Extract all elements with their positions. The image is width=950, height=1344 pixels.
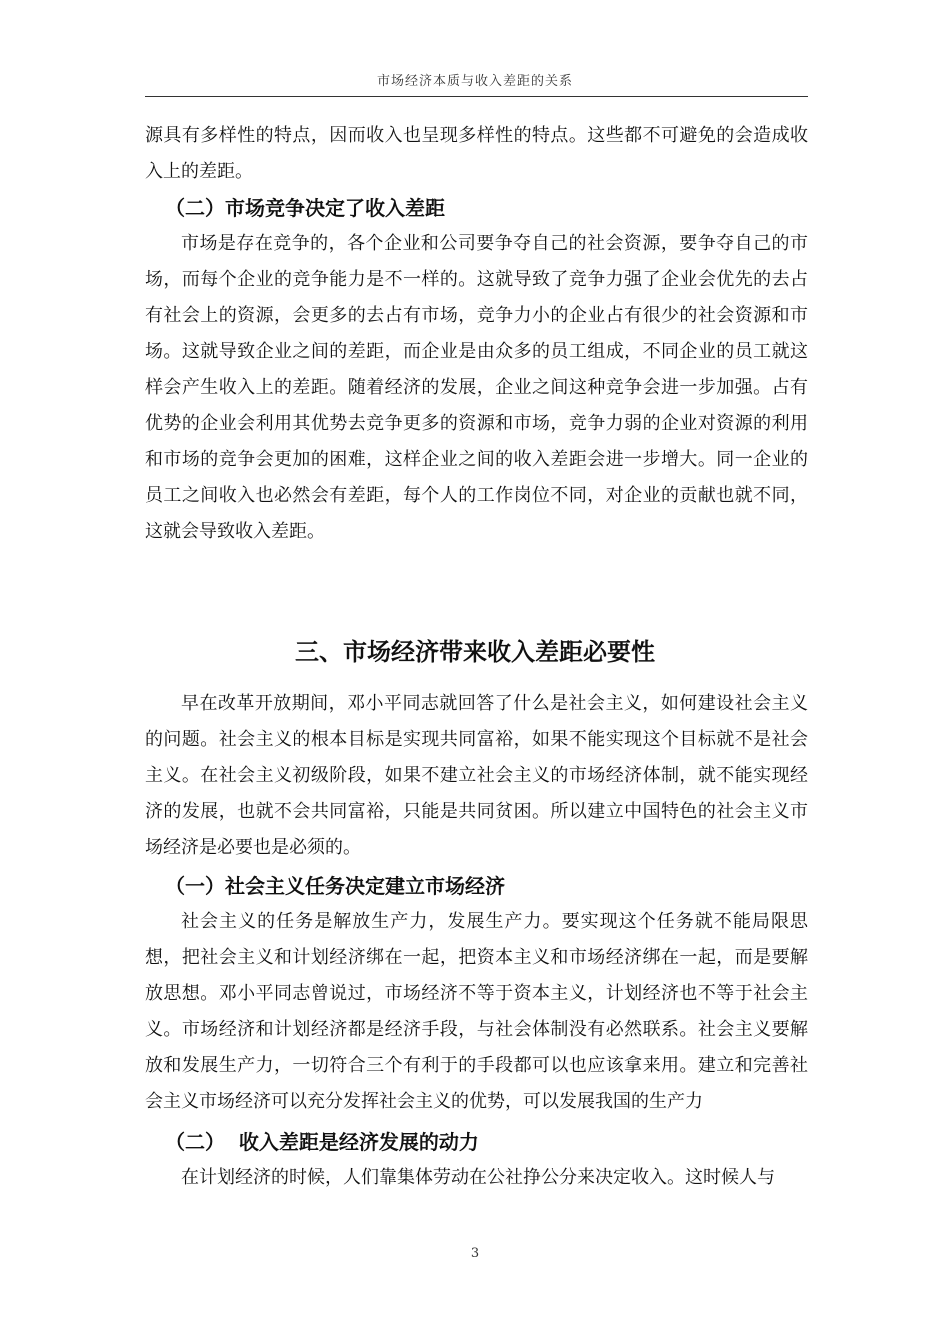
header-divider — [145, 96, 808, 97]
running-header: 市场经济本质与收入差距的关系 — [376, 74, 573, 89]
subheading-market-competition: （二）市场竞争决定了收入差距 — [165, 196, 445, 220]
paragraph-continued: 源具有多样性的特点，因而收入也呈现多样性的特点。这些都不可避免的会造成收入上的差距。 — [145, 125, 808, 182]
paragraph-market-competition: 市场是存在竞争的，各个企业和公司要争夺自己的社会资源，要争夺自己的市场，而每个企业的竞争能力是不一样的。这就导致了竞争力强了企业会优先的去占有社会上的资源，会更多的去占有市场，竞争力小的企业占有很少的社会资源和市场。这就导致企业之间的差距，而企业是由众多的员工组成，不同企业的员工就这样会产生收入上的差距。随着经济的发展，企业之间这种竞争会进一步加强。占有优势的企业会利用其优势去竞争更多的资源和市场，竞争力弱的企业对资源的利用和市场的竞争会更加的困难，这样企业之间的收入差距会进一步增大。同一企业的员工之间收入也必然会有差距，每个人的工作岗位不同，对企业的贡献也就不同，这就会导致收入差距。 — [145, 233, 808, 542]
subheading-income-gap-motivation: （二） 收入差距是经济发展的动力 — [165, 1130, 479, 1154]
subheading-socialist-task: （一）社会主义任务决定建立市场经济 — [165, 874, 505, 898]
section-heading-3: 三、市场经济带来收入差距必要性 — [295, 638, 655, 666]
paragraph-socialist-task: 社会主义的任务是解放生产力，发展生产力。要实现这个任务就不能局限思想，把社会主义和计划经济绑在一起，把资本主义和市场经济绑在一起，而是要解放思想。邓小平同志曾说过，市场经济不等于资本主义，计划经济也不等于社会主义。市场经济和计划经济都是经济手段，与社会体制没有必然联系。社会主义要解放和发展生产力，一切符合三个有利于的手段都可以也应该拿来用。建立和完善社会主义市场经济可以充分发挥社会主义的优势，可以发展我国的生产力 — [145, 911, 808, 1112]
paragraph-section-3-intro: 早在改革开放期间，邓小平同志就回答了什么是社会主义，如何建设社会主义的问题。社会主义的根本目标是实现共同富裕，如果不能实现这个目标就不是社会主义。在社会主义初级阶段，如果不建立社会主义的市场经济体制，就不能实现经济的发展，也就不会共同富裕，只能是共同贫困。所以建立中国特色的社会主义市场经济是必要也是必须的。 — [145, 693, 808, 858]
paragraph-income-gap-motivation: 在计划经济的时候，人们靠集体劳动在公社挣公分来决定收入。这时候人与 — [181, 1167, 775, 1188]
page-number: 3 — [470, 1246, 480, 1261]
